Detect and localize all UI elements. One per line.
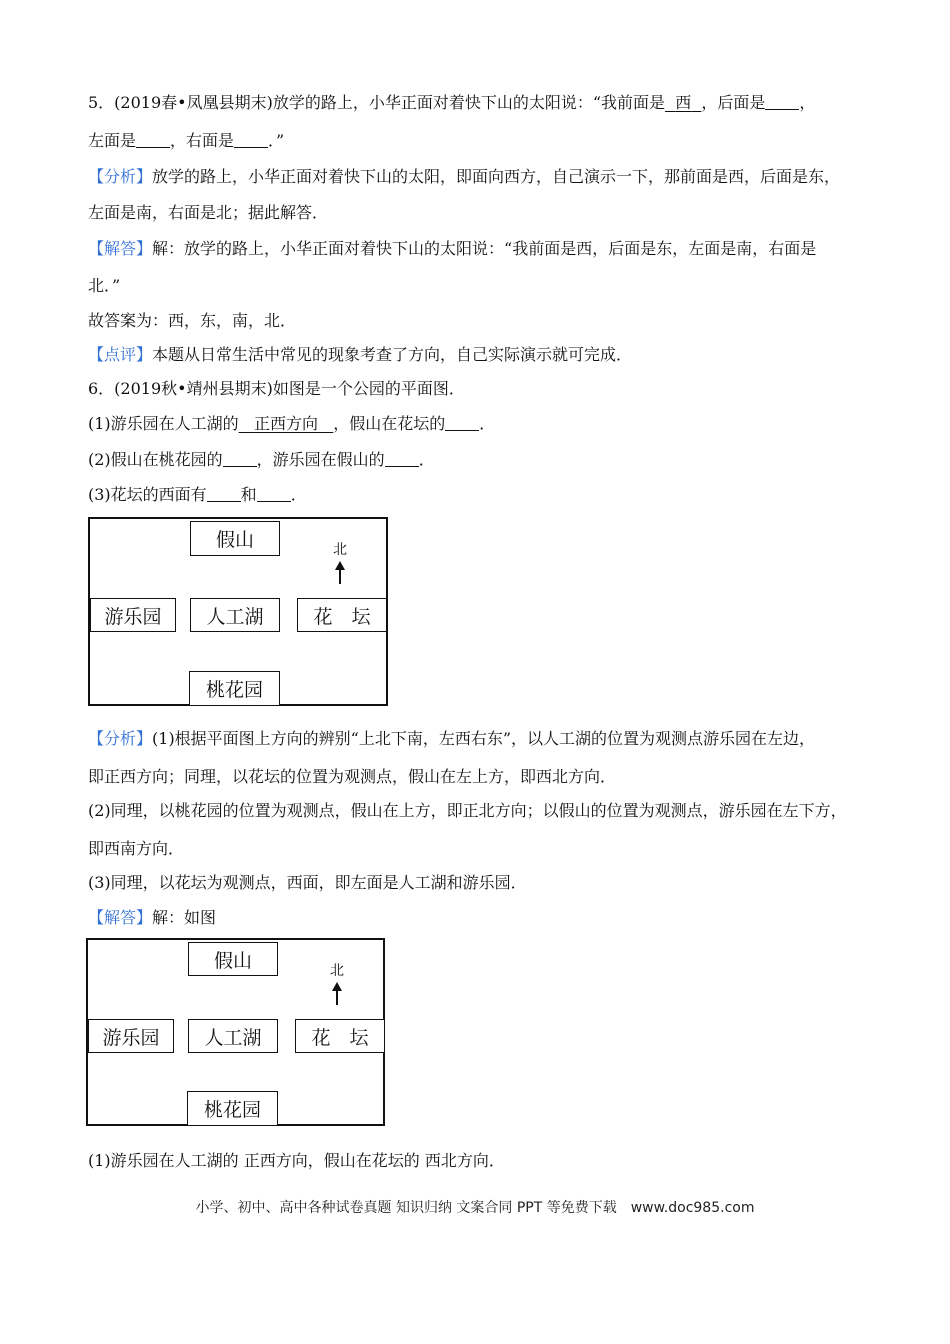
map-youleyuan: 游乐园	[88, 1019, 174, 1053]
page-footer: 小学、初中、高中各种试卷真题 知识归纳 文案合同 PPT 等免费下载 www.doc985.com	[195, 1200, 755, 1216]
q5-comment-line: 【点评】本题从日常生活中常见的现象考查了方向，自己实际演示就可完成．	[88, 345, 633, 364]
q6-analysis-line-1: 【分析】(1)根据平面图上方向的辨别“上北下南，左西右东”，以人工湖的位置为观测点游乐园在左边，	[88, 729, 816, 748]
q6-analysis-line-3: (2)同理，以桃花园的位置为观测点，假山在上方，即正北方向；以假山的位置为观测点，游乐园在左下方，	[88, 801, 847, 820]
q6-final-line: (1)游乐园在人工湖的 正西方向，假山在花坛的 西北方向．	[88, 1151, 505, 1170]
q5-line-1: 5．(2019春•凤凰县期末)放学的路上，小华正面对着快下山的太阳说：“我前面是 西 ，后面是 ，	[88, 93, 816, 112]
q5-analysis-line-2: 左面是南，右面是北；据此解答．	[88, 203, 329, 222]
q6-blank-1	[445, 414, 479, 431]
q6-part-2: (2)假山在桃花园的 ，游乐园在假山的 ．	[88, 450, 435, 469]
q5-blank-right	[234, 131, 268, 148]
q6-blank-3b	[257, 485, 291, 502]
q6-blank-2a	[223, 450, 257, 467]
q6-solution-line: 【解答】解：如图	[88, 908, 217, 927]
analysis-tag: 【分析】	[88, 729, 153, 748]
comment-tag: 【点评】	[88, 345, 153, 364]
north-indicator	[328, 539, 352, 589]
north-arrow-icon	[328, 559, 352, 585]
q5-answer-line: 故答案为：西，东，南，北．	[88, 311, 297, 330]
q5-solution-line-1: 【解答】解：放学的路上，小华正面对着快下山的太阳说：“我前面是西，后面是东，左面是南，右面是	[88, 239, 817, 258]
north-label: 北	[330, 963, 344, 979]
q5-blank-left	[136, 131, 170, 148]
north-label: 北	[333, 542, 347, 558]
map-jiashan: 假山	[190, 521, 280, 556]
north-arrow-icon	[325, 980, 349, 1006]
park-map-solution	[86, 938, 385, 1126]
north-indicator	[325, 960, 349, 1010]
map-taohuayuan: 桃花园	[187, 1091, 278, 1126]
q6-analysis-line-5: (3)同理，以花坛为观测点，西面，即左面是人工湖和游乐园．	[88, 873, 527, 892]
q6-blank-2b	[385, 450, 419, 467]
map-huatan: 花 坛	[295, 1019, 385, 1053]
q6-blank-3a	[207, 485, 241, 502]
q5-solution-line-2: 北．”	[88, 276, 121, 295]
map-rengonghu: 人工湖	[188, 1019, 278, 1053]
q5-analysis-line-1: 【分析】放学的路上，小华正面对着快下山的太阳，即面向西方，自己演示一下，那前面是西，后面是东，	[88, 167, 841, 186]
q5-line-2: 左面是 ，右面是 ．”	[88, 131, 285, 150]
solution-tag: 【解答】	[88, 239, 153, 258]
q6-analysis-line-2: 即正西方向；同理，以花坛的位置为观测点，假山在左上方，即西北方向．	[88, 767, 617, 786]
solution-tag: 【解答】	[88, 908, 153, 927]
q5-answer-front: 西	[675, 93, 692, 112]
q6-title: 6．(2019秋•靖州县期末)如图是一个公园的平面图．	[88, 379, 465, 398]
q6-answer-1: 正西方向	[253, 414, 318, 433]
q6-part-1: (1)游乐园在人工湖的 正西方向 ，假山在花坛的 ．	[88, 414, 496, 433]
map-huatan: 花 坛	[297, 598, 387, 632]
map-youleyuan: 游乐园	[90, 598, 176, 632]
q6-analysis-line-4: 即西南方向．	[88, 839, 185, 858]
map-taohuayuan: 桃花园	[189, 671, 280, 706]
q6-part-3: (3)花坛的西面有 和 ．	[88, 485, 307, 504]
map-jiashan: 假山	[188, 942, 278, 976]
analysis-tag: 【分析】	[88, 167, 153, 186]
map-rengonghu: 人工湖	[190, 598, 280, 632]
park-map	[88, 517, 388, 706]
q5-blank-back	[765, 93, 799, 110]
